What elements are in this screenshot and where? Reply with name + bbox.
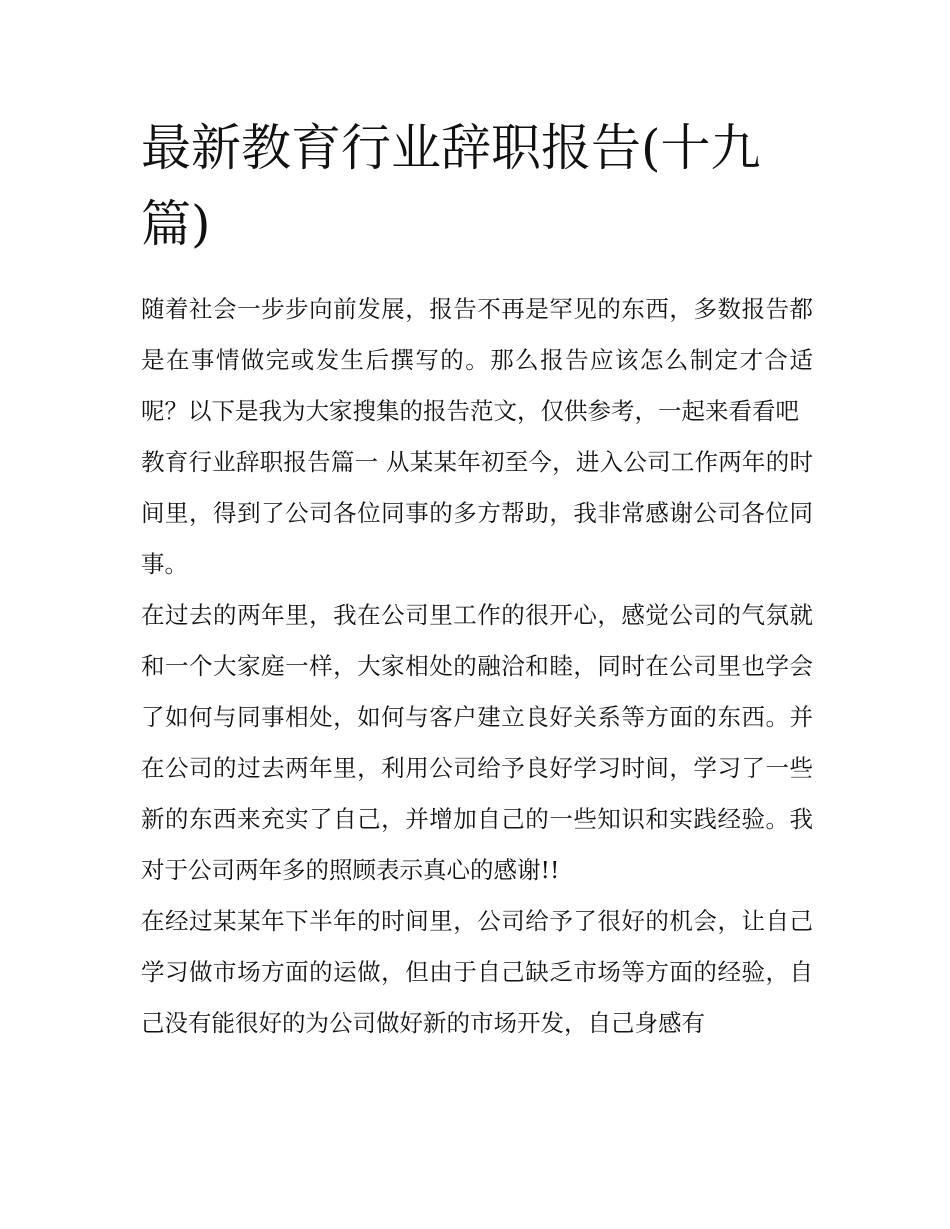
paragraph-intro: 随着社会一步步向前发展，报告不再是罕见的东西，多数报告都是在事情做完或发生后撰写的。那么报告应该怎么制定才合适呢？以下是我为大家搜集的报告范文，仅供参考，一起来看看吧 <box>141 295 813 425</box>
document-body <box>141 284 813 1049</box>
paragraph-chapter-one: 教育行业辞职报告篇一 从某某年初至今，进入公司工作两年的时间里，得到了公司各位同事的多方帮助，我非常感谢公司各位同事。 <box>141 448 813 578</box>
document-title: 最新教育行业辞职报告(十九篇) <box>141 119 761 253</box>
paragraph-market-work: 在经过某某年下半年的时间里，公司给予了很好的机会，让自己学习做市场方面的运做，但由于自己缺乏市场等方面的经验，自己没有能很好的为公司做好新的市场开发，自己身感有 <box>141 907 813 1037</box>
document-content <box>141 110 813 1049</box>
paragraph-past-two-years: 在过去的两年里，我在公司里工作的很开心，感觉公司的气氛就和一个大家庭一样，大家相处的融洽和睦，同时在公司里也学会了如何与同事相处，如何与客户建立良好关系等方面的东西。并在公司的过去两年里，利用公司给予良好学习时间，学习了一些新的东西来充实了自己，并增加自己的一些知识和实践经验。我对于公司两年多的照顾表示真心的感谢!! <box>141 601 813 884</box>
